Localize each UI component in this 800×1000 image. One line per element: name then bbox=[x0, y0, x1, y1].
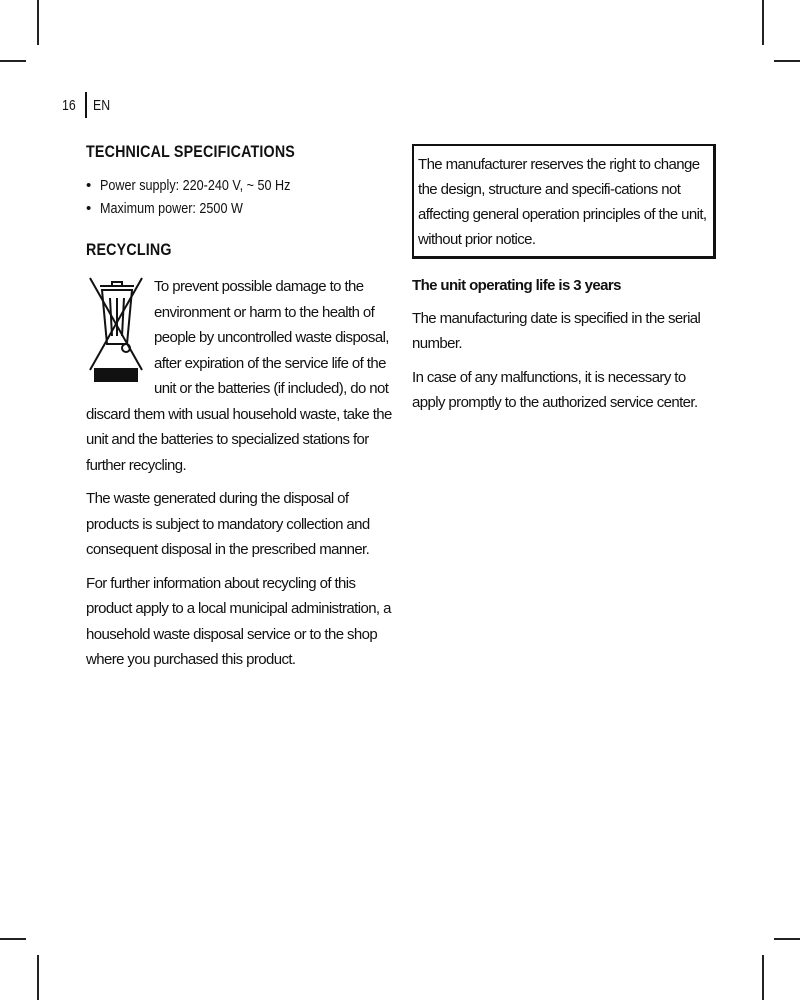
recycling-heading: RECYCLING bbox=[86, 240, 172, 259]
page-number: 16 bbox=[62, 96, 76, 114]
spec-item-power-supply: • Power supply: 220-240 V, ~ 50 Hz bbox=[86, 177, 291, 194]
crop-mark-top-left-horizontal bbox=[0, 60, 26, 62]
malfunctions-text: In case of any malfunctions, it is necessary to apply promptly to the authorized service center. bbox=[412, 368, 698, 411]
right-column bbox=[412, 140, 716, 416]
crop-mark-top-left-vertical bbox=[37, 0, 39, 45]
technical-specifications-heading: TECHNICAL SPECIFICATIONS bbox=[86, 142, 295, 161]
recycling-block bbox=[86, 274, 392, 673]
header-divider bbox=[85, 92, 87, 118]
operating-life-statement: The unit operating life is 3 years bbox=[412, 277, 621, 294]
left-column bbox=[86, 140, 392, 673]
manufacturer-notice-box bbox=[412, 144, 716, 259]
manufacturing-date-text: The manufacturing date is specified in the serial number. bbox=[412, 309, 701, 352]
crop-mark-bottom-right-vertical bbox=[762, 955, 764, 1000]
recycling-paragraph-1: To prevent possible damage to the environment or harm to the health of people by uncontrolled waste disposal, after expiration of the service life of the unit or the batteries (if included), do not discard them with usual household waste, take the unit and the batteries to specialized stations for further recycling. bbox=[86, 278, 392, 474]
crop-mark-top-right-vertical bbox=[762, 0, 764, 45]
recycling-paragraph-2: The waste generated during the disposal of products is subject to mandatory collection and consequent disposal in the prescribed manner. bbox=[86, 490, 370, 558]
crossed-out-wheeled-bin-icon bbox=[86, 274, 146, 382]
crop-mark-bottom-left-horizontal bbox=[0, 938, 26, 940]
crop-mark-bottom-left-vertical bbox=[37, 955, 39, 1000]
page-language: EN bbox=[93, 96, 111, 114]
spec-item-max-power: • Maximum power: 2500 W bbox=[86, 200, 243, 217]
page-header bbox=[62, 92, 114, 118]
manufacturer-notice-text: The manufacturer reserves the right to change the design, structure and specifi-cations not affecting general operation principles of the unit, without prior notice. bbox=[418, 156, 707, 248]
recycling-paragraph-3: For further information about recycling of this product apply to a local municipal administration, a household waste disposal service or to the shop where you purchased this product. bbox=[86, 574, 391, 668]
crop-mark-top-right-horizontal bbox=[774, 60, 800, 62]
crop-mark-bottom-right-horizontal bbox=[774, 938, 800, 940]
specs-list bbox=[86, 174, 392, 220]
